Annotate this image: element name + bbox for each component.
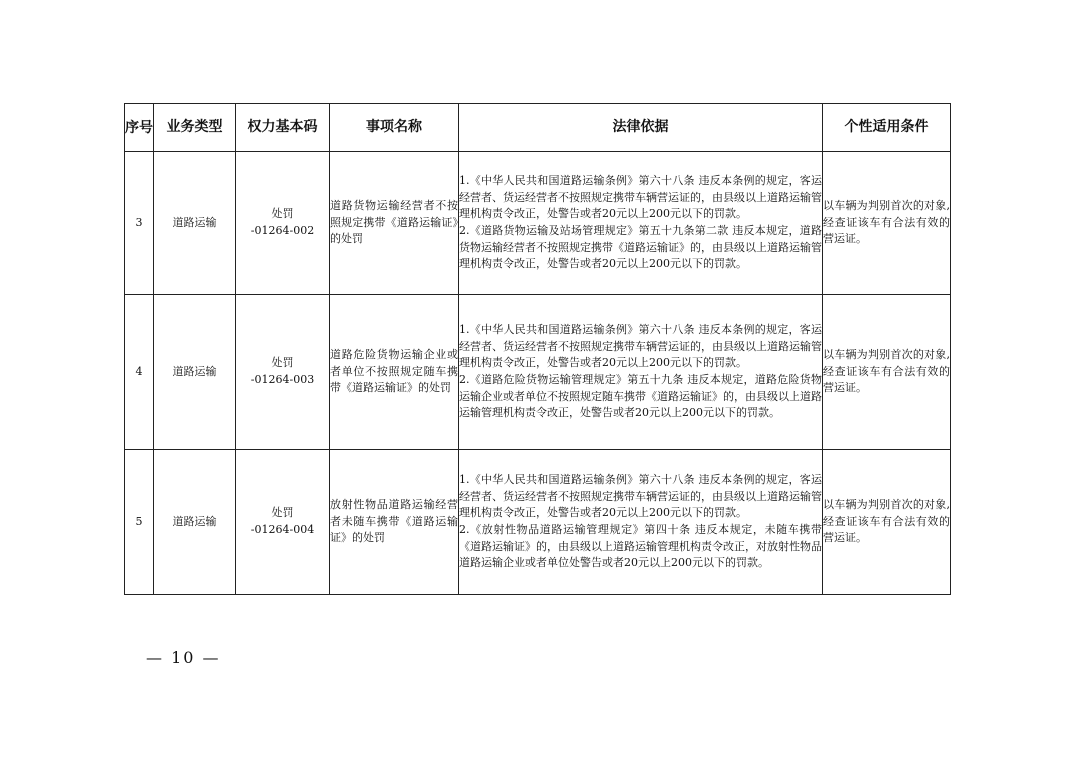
cell-conditions: 以车辆为判别首次的对象,经查证该车有合法有效的营运证。 bbox=[823, 295, 951, 450]
table-row bbox=[125, 295, 951, 450]
cell-seq: 3 bbox=[125, 152, 154, 295]
legal-clause: 1.《中华人民共和国道路运输条例》第六十八条 违反本条例的规定，客运经营者、货运经营者不按照规定携带车辆营运证的，由县级以上道路运输管理机构责令改正，处警告或者20元以上200元以下的罚款。 bbox=[459, 473, 822, 520]
cell-business-type: 道路运输 bbox=[154, 152, 236, 295]
table-header-row bbox=[125, 104, 951, 152]
legal-clause: 1.《中华人民共和国道路运输条例》第六十八条 违反本条例的规定，客运经营者、货运经营者不按照规定携带车辆营运证的，由县级以上道路运输管理机构责令改正，处警告或者20元以上200元以下的罚款。 bbox=[459, 323, 822, 370]
header-legal-basis: 法律依据 bbox=[459, 104, 823, 152]
cell-power-code bbox=[236, 152, 330, 295]
header-power-code: 权力基本码 bbox=[236, 104, 330, 152]
cell-item-name: 道路货物运输经营者不按照规定携带《道路运输证》的处罚 bbox=[330, 152, 459, 295]
table-row bbox=[125, 152, 951, 295]
cell-item-name: 放射性物品道路运输经营者未随车携带《道路运输证》的处罚 bbox=[330, 450, 459, 595]
cell-business-type: 道路运输 bbox=[154, 450, 236, 595]
header-seq: 序号 bbox=[125, 104, 154, 152]
cell-business-type: 道路运输 bbox=[154, 295, 236, 450]
legal-clause: 1.《中华人民共和国道路运输条例》第六十八条 违反本条例的规定，客运经营者、货运经营者不按照规定携带车辆营运证的，由县级以上道路运输管理机构责令改正，处警告或者20元以上200元以下的罚款。 bbox=[459, 174, 822, 221]
legal-clause: 2.《道路危险货物运输管理规定》第五十九条 违反本规定，道路危险货物运输企业或者单位不按照规定随车携带《道路运输证》的，由县级以上道路运输管理机构责令改正，处警告或者20元以上200元以下的罚款。 bbox=[459, 373, 822, 420]
header-business-type: 业务类型 bbox=[154, 104, 236, 152]
cell-conditions: 以车辆为判别首次的对象,经查证该车有合法有效的营运证。 bbox=[823, 450, 951, 595]
cell-legal-basis bbox=[459, 152, 823, 295]
cell-legal-basis bbox=[459, 450, 823, 595]
cell-seq: 5 bbox=[125, 450, 154, 595]
code-prefix: 处罚 bbox=[271, 356, 294, 370]
cell-item-name: 道路危险货物运输企业或者单位不按照规定随车携带《道路运输证》的处罚 bbox=[330, 295, 459, 450]
cell-legal-basis bbox=[459, 295, 823, 450]
penalty-items-table bbox=[124, 103, 951, 595]
header-conditions: 个性适用条件 bbox=[823, 104, 951, 152]
page-number: — 10 — bbox=[146, 648, 221, 667]
legal-clause: 2.《道路货物运输及站场管理规定》第五十九条第二款 违反本规定，道路货物运输经营者不按照规定携带《道路运输证》的，由县级以上道路运输管理机构责令改正，处警告或者20元以上200元以下的罚款。 bbox=[459, 224, 822, 271]
code-number: -01264-003 bbox=[250, 373, 315, 386]
header-item-name: 事项名称 bbox=[330, 104, 459, 152]
cell-conditions: 以车辆为判别首次的对象,经查证该车有合法有效的营运证。 bbox=[823, 152, 951, 295]
cell-power-code bbox=[236, 450, 330, 595]
code-number: -01264-002 bbox=[250, 224, 315, 237]
code-number: -01264-004 bbox=[250, 523, 315, 536]
table-row bbox=[125, 450, 951, 595]
code-prefix: 处罚 bbox=[271, 207, 294, 221]
cell-power-code bbox=[236, 295, 330, 450]
cell-seq: 4 bbox=[125, 295, 154, 450]
code-prefix: 处罚 bbox=[271, 506, 294, 520]
legal-clause: 2.《放射性物品道路运输管理规定》第四十条 违反本规定，未随车携带《道路运输证》的，由县级以上道路运输管理机构责令改正，对放射性物品道路运输企业或者单位处警告或者20元以上200元以下的罚款。 bbox=[459, 523, 822, 570]
